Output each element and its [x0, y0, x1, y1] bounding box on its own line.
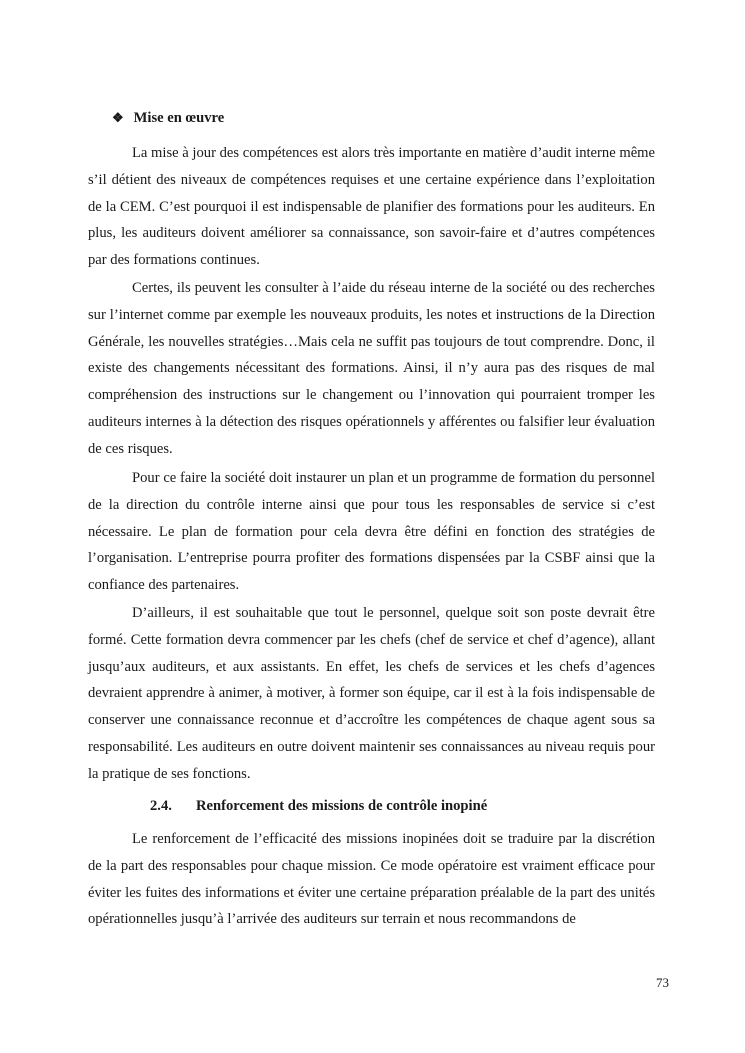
section-heading — [150, 798, 487, 815]
paragraph: Pour ce faire la société doit instaurer un plan et un programme de formation du personnel de la direction du contrôle interne ainsi que pour tous les responsables de service si c’est nécessaire. Le plan de formation pour cela devra être défini en fonction des stratégies de l’organisation. L’entreprise pourra profiter des formations dispensées par la CSBF ainsi que la confiance des partenaires. — [88, 470, 655, 594]
paragraph-block — [88, 140, 655, 284]
diamond-bullet-icon: ❖ — [112, 110, 124, 125]
paragraph: Le renforcement de l’efficacité des missions inopinées doit se traduire par la discrétion de la part des responsables pour chaque mission. Ce mode opératoire est vraiment efficace pour éviter les fuites des informations et éviter une certaine préparation préalable de la part des unités opérationnelles jusqu’à l’arrivée des auditeurs sur terrain et nous recommandons de — [88, 831, 655, 928]
paragraph-block — [88, 465, 655, 609]
subheading-text: Mise en œuvre — [133, 110, 225, 126]
page-number: 73 — [656, 975, 669, 990]
section-number: 2.4. — [150, 798, 172, 814]
paragraph: Certes, ils peuvent les consulter à l’aide du réseau interne de la société ou des recherches sur l’internet comme par exemple les nouveaux produits, les notes et instructions de la Direction Générale, les nouvelles stratégies…Mais cela ne suffit pas toujours de tout comprendre. Donc, il existe des changements nécessitant des formations. Ainsi, il n’y aura pas des risques de mal compréhension des instructions sur le changement ou l’innovation qui pourraient tromper les auditeurs internes à la détection des risques opérationnels y afférentes ou falsifier leur évaluation de ces risques. — [88, 280, 655, 457]
paragraph-block — [88, 275, 655, 473]
paragraph-block — [88, 826, 655, 943]
section-title: Renforcement des missions de contrôle inopiné — [196, 798, 488, 814]
paragraph: La mise à jour des compétences est alors très importante en matière d’audit interne même s’il détient des niveaux de compétences requises et une certaine expérience dans l’exploitation de la CEM. C’est pourquoi il est indispensable de planifier des formations pour les auditeurs. En plus, les auditeurs doivent améliorer sa connaissance, son savoir-faire et d’autres compétences par des formations continues. — [88, 145, 655, 269]
paragraph-block — [88, 600, 655, 798]
paragraph: D’ailleurs, il est souhaitable que tout le personnel, quelque soit son poste devrait être formé. Cette formation devra commencer par les chefs (chef de service et chef d’agence), allant jusqu’aux auditeurs, et aux assistants. En effet, les chefs de services et les chefs d’agences devraient apprendre à animer, à motiver, à former son équipe, car il est à la fois indispensable de conserver une connaissance reconnue et d’accroître les compétences de chaque agent sous sa responsabilité. Les auditeurs en outre doivent maintenir ses connaissances au niveau requis pour la pratique de ses fonctions. — [88, 605, 655, 782]
subheading — [112, 110, 224, 127]
